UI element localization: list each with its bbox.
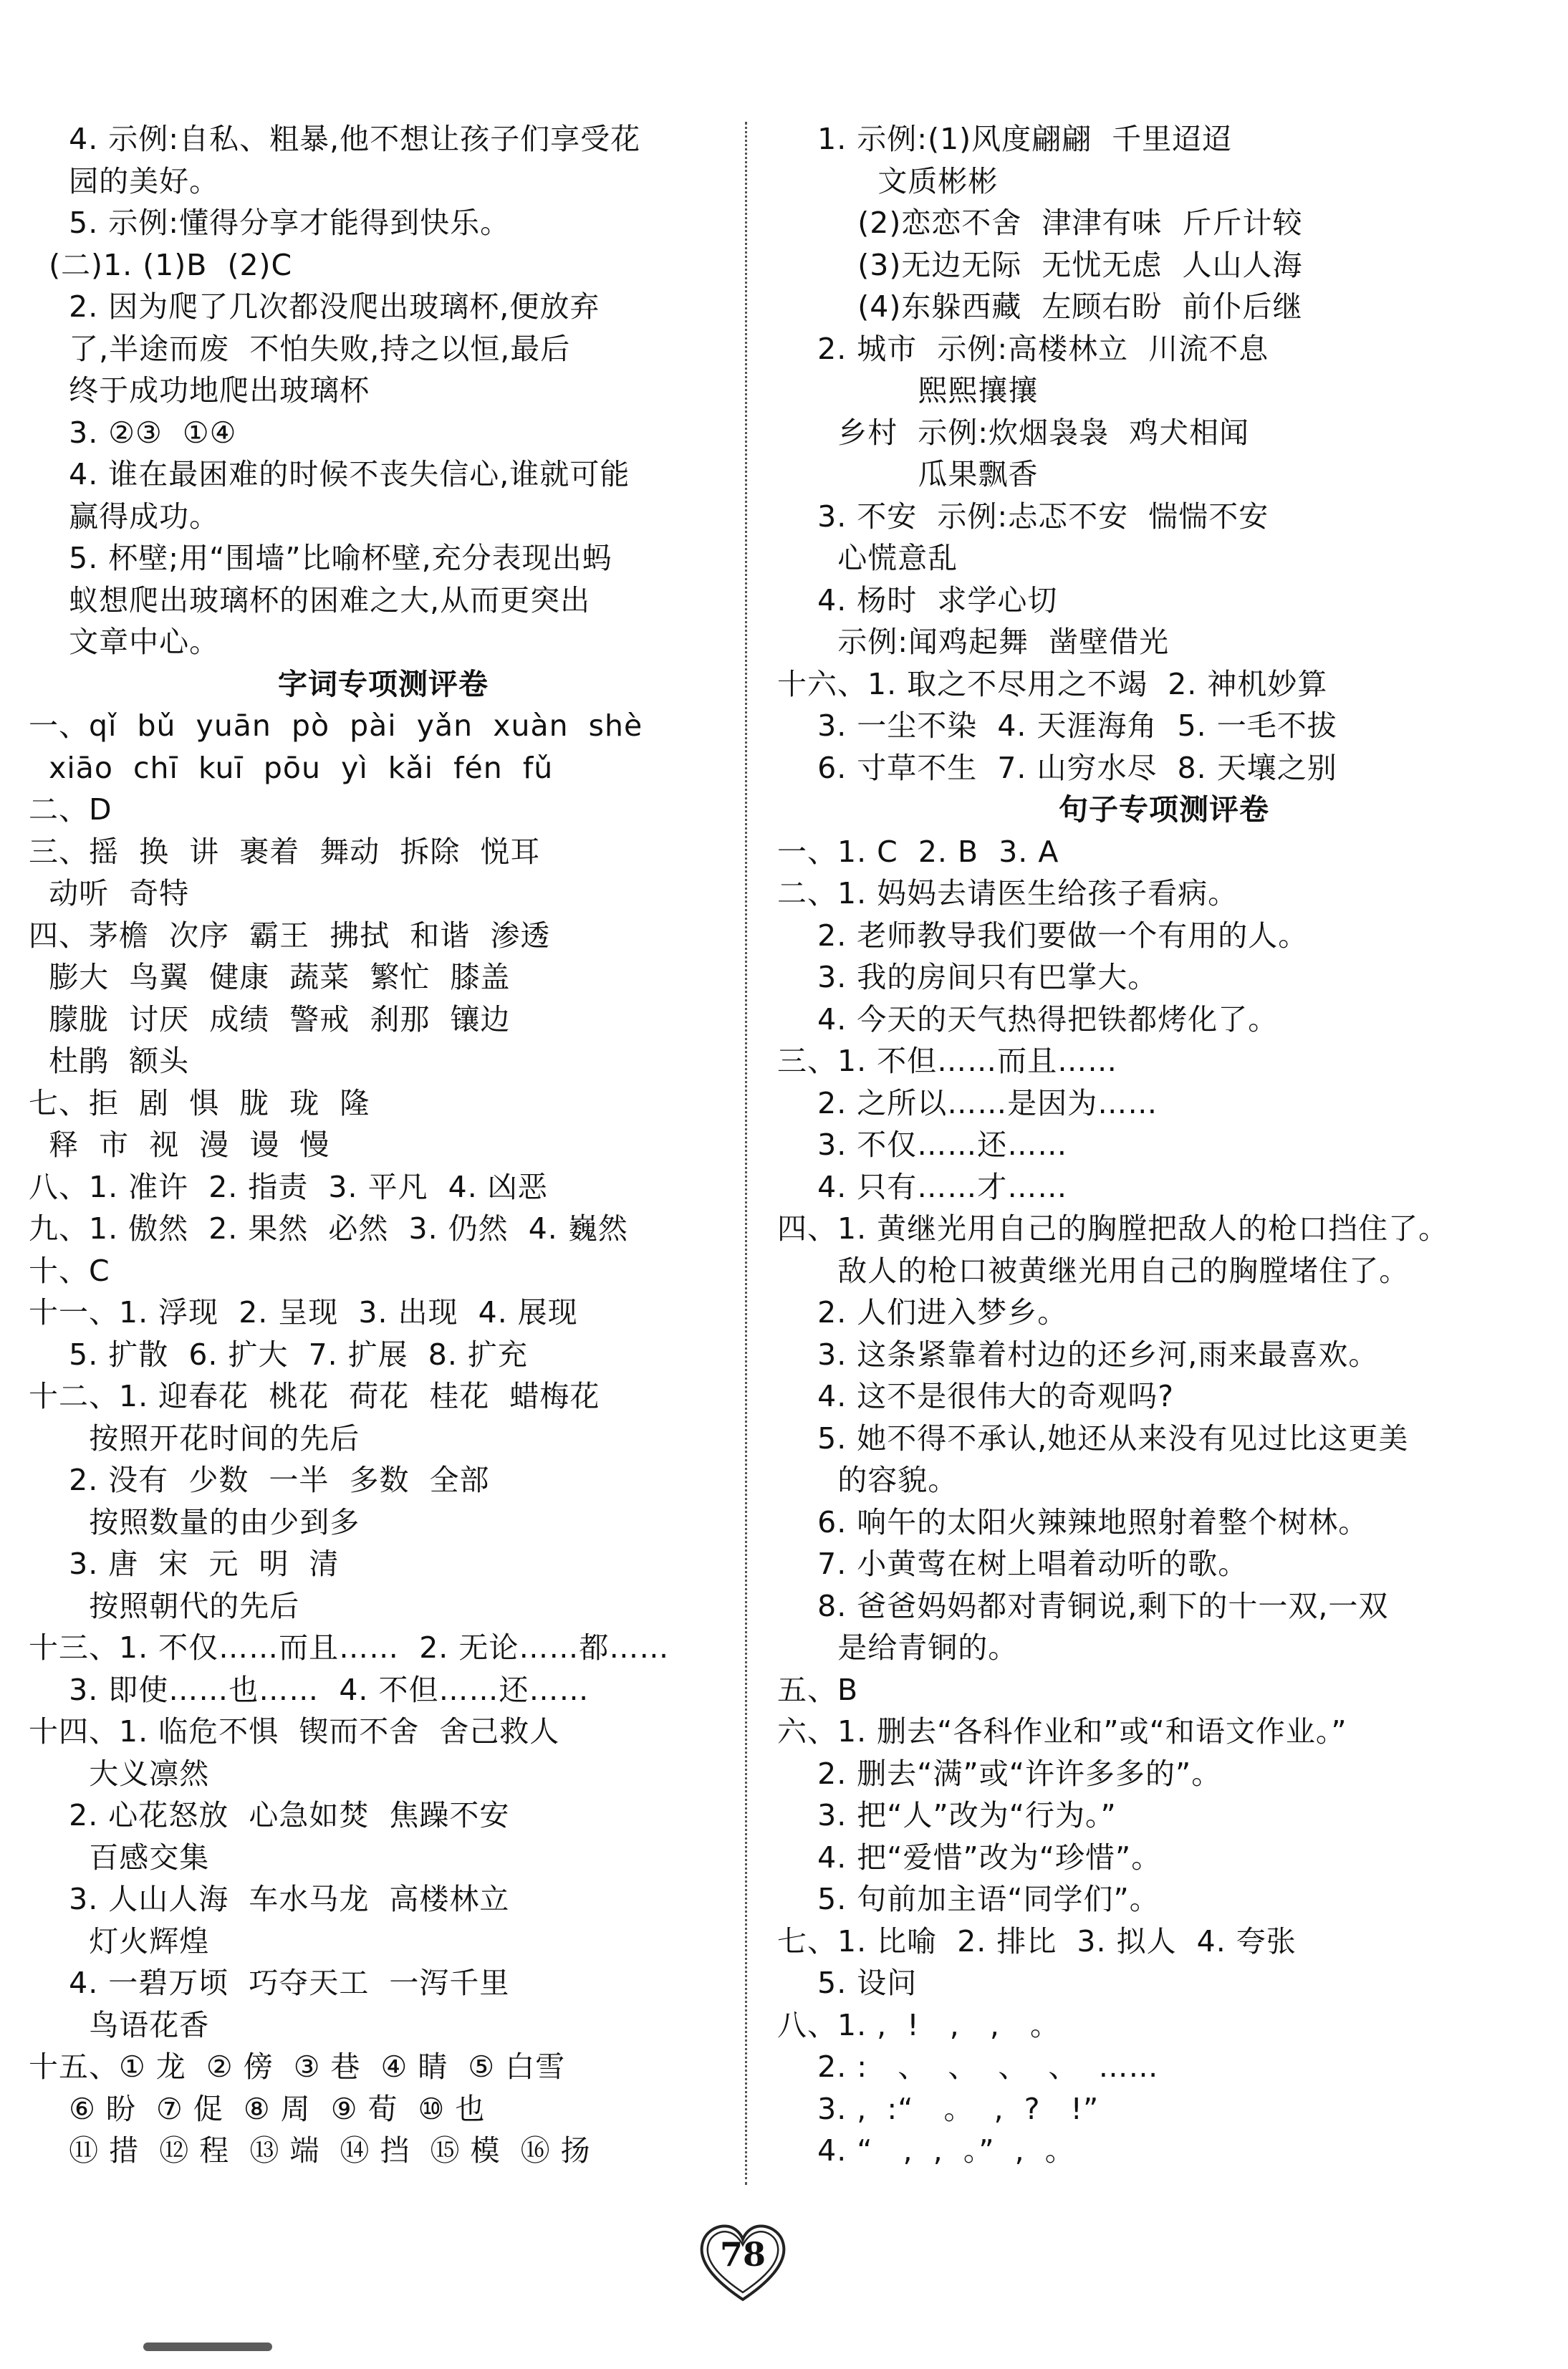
column-divider	[745, 122, 747, 2185]
answer-line: 3. 把“人”改为“行为。”	[777, 1798, 1117, 1832]
answer-line: 四、茅檐 次序 霸王 拂拭 和谐 渗透	[29, 918, 551, 953]
answer-line: 5. 句前加主语“同学们”。	[777, 1882, 1160, 1916]
answer-line: 2. 人们进入梦乡。	[777, 1295, 1068, 1330]
answer-line: 终于成功地爬出玻璃杯	[29, 373, 370, 408]
answer-line: (3)无边无际 无忧无虑 人山人海	[777, 247, 1303, 282]
answer-line: 2. 删去“满”或“许许多多的”。	[777, 1756, 1222, 1791]
answer-line: 3. ②③ ①④	[29, 415, 237, 450]
answer-line: 2. 老师教导我们要做一个有用的人。	[777, 918, 1309, 953]
answer-line: 文质彬彬	[777, 163, 999, 198]
answer-line: 3. 不仅……还……	[777, 1128, 1068, 1162]
answer-line: 一、qǐ bǔ yuān pò pài yǎn xuàn shè	[29, 708, 643, 743]
answer-line: 2. 因为爬了几次都没爬出玻璃杯,便放弃	[29, 289, 600, 324]
answer-line: 释 市 视 漫 谩 慢	[29, 1128, 330, 1162]
answer-line: (2)恋恋不舍 津津有味 斤斤计较	[777, 206, 1303, 240]
answer-line: 4. 杨时 求学心切	[777, 582, 1058, 618]
answer-line: 7. 小黄莺在树上唱着动听的歌。	[777, 1547, 1249, 1581]
answer-line: 2. 心花怒放 心急如焚 焦躁不安	[29, 1798, 510, 1832]
answer-line: 十四、1. 临危不惧 锲而不舍 舍己救人	[29, 1714, 560, 1749]
answer-line: 2. 没有 少数 一半 多数 全部	[29, 1463, 490, 1497]
answer-line: 6. 寸草不生 7. 山穷水尽 8. 天壤之别	[777, 750, 1337, 785]
answer-line: 灯火辉煌	[29, 1923, 210, 1959]
answer-line: 6. 响午的太阳火辣辣地照射着整个树林。	[777, 1504, 1369, 1539]
answer-line: 十六、1. 取之不尽用之不竭 2. 神机妙算	[777, 666, 1328, 701]
answer-line: 按照朝代的先后	[29, 1588, 300, 1623]
answer-line: 5. 示例:懂得分享才能得到快乐。	[29, 206, 511, 240]
answer-line: 膨大 鸟翼 健康 蔬菜 繁忙 膝盖	[29, 960, 511, 994]
scan-smudge	[143, 2342, 272, 2351]
answer-line: ⑥ 盼 ⑦ 促 ⑧ 周 ⑨ 荀 ⑩ 也	[29, 2091, 486, 2126]
answer-line: xiāo chī kuī pōu yì kǎi fén fǔ	[29, 750, 554, 785]
answer-line: 5. 她不得不承认,她还从来没有见过比这更美	[777, 1421, 1409, 1456]
answer-line: 熙熙攘攘	[777, 373, 1039, 408]
answer-line: 2. 之所以……是因为……	[777, 1085, 1158, 1120]
answer-line: 赢得成功。	[29, 499, 220, 534]
answer-line: 瓜果飘香	[777, 457, 1039, 491]
answer-line: 3. 不安 示例:忐忑不安 惴惴不安	[777, 499, 1269, 534]
answer-line: 四、1. 黄继光用自己的胸膛把敌人的枪口挡住了。	[777, 1211, 1449, 1246]
right-column	[777, 118, 1551, 2172]
answer-line: 5. 扩散 6. 扩大 7. 扩展 8. 扩充	[29, 1337, 528, 1372]
answer-line: 三、摇 换 讲 裹着 舞动 拆除 悦耳	[29, 834, 541, 869]
answer-line: 二、1. 妈妈去请医生给孩子看病。	[777, 876, 1238, 910]
answer-line: ⑪ 措 ⑫ 程 ⑬ 端 ⑭ 挡 ⑮ 模 ⑯ 扬	[29, 2133, 591, 2168]
answer-line: 七、拒 剧 惧 胧 珑 隆	[29, 1085, 370, 1120]
answer-line: 朦胧 讨厌 成绩 警戒 刹那 镶边	[29, 1001, 511, 1037]
section-heading: 句子专项测评卷	[1059, 792, 1269, 827]
left-column	[29, 118, 738, 2172]
answer-line: 八、1. , ! , , 。	[777, 2007, 1061, 2042]
answer-line: 二、D	[29, 792, 112, 827]
answer-line: 十、C	[29, 1253, 110, 1288]
answer-line: 八、1. 准许 2. 指责 3. 平凡 4. 凶恶	[29, 1169, 548, 1204]
answer-line: 4. 这不是很伟大的奇观吗?	[777, 1379, 1175, 1413]
answer-line: 十二、1. 迎春花 桃花 荷花 桂花 蜡梅花	[29, 1379, 600, 1413]
answer-line: 2. 城市 示例:高楼林立 川流不息	[777, 331, 1269, 366]
answer-line: 4. 示例:自私、粗暴,他不想让孩子们享受花	[29, 122, 641, 156]
answer-line: 3. 一尘不染 4. 天涯海角 5. 一毛不拔	[777, 708, 1337, 743]
answer-line: 4. 只有……才……	[777, 1169, 1068, 1204]
answer-line: 园的美好。	[29, 163, 220, 198]
answer-line: 3. 唐 宋 元 明 清	[29, 1547, 340, 1581]
answer-line: 的容貌。	[777, 1463, 958, 1497]
answer-line: 3. 我的房间只有巴掌大。	[777, 960, 1158, 994]
answer-line: 1. 示例:(1)风度翩翩 千里迢迢	[777, 122, 1233, 156]
answer-line: 五、B	[777, 1672, 859, 1707]
answer-line: (4)东躲西藏 左顾右盼 前仆后继	[777, 289, 1303, 324]
answer-line: 杜鹃 额头	[29, 1044, 190, 1078]
page-number: 78	[719, 2235, 766, 2274]
answer-line: 动听 奇特	[29, 876, 190, 910]
answer-line: 鸟语花香	[29, 2007, 210, 2042]
answer-line: 了,半途而废 不怕失败,持之以恒,最后	[29, 331, 571, 366]
answer-line: 按照开花时间的先后	[29, 1421, 360, 1456]
answer-line: 十五、① 龙 ② 傍 ③ 巷 ④ 睛 ⑤ 白雪	[29, 2050, 566, 2084]
answer-line: 4. 一碧万顷 巧夺天工 一泻千里	[29, 1966, 510, 2000]
section-heading: 字词专项测评卷	[278, 666, 489, 701]
answer-line: 十一、1. 浮现 2. 呈现 3. 出现 4. 展现	[29, 1295, 578, 1330]
answer-line: 5. 杯壁;用“围墙”比喻杯壁,充分表现出蚂	[29, 541, 612, 575]
answer-line: 大义凛然	[29, 1756, 210, 1791]
answer-line: 蚁想爬出玻璃杯的困难之大,从而更突出	[29, 582, 591, 618]
answer-line: 敌人的枪口被黄继光用自己的胸膛堵住了。	[777, 1253, 1410, 1288]
answer-line: 3. 即使……也…… 4. 不但……还……	[29, 1672, 590, 1707]
answer-line: 十三、1. 不仅……而且…… 2. 无论……都……	[29, 1630, 670, 1665]
answer-line: 2. : 、 、 、 、 ……	[777, 2050, 1159, 2084]
answer-line: 文章中心。	[29, 625, 220, 659]
answer-line: 三、1. 不但……而且……	[777, 1044, 1118, 1078]
answer-line: 4. “ , , 。” , 。	[777, 2133, 1075, 2168]
answer-line: 乡村 示例:炊烟袅袅 鸡犬相闻	[777, 415, 1250, 450]
answer-line: 七、1. 比喻 2. 排比 3. 拟人 4. 夸张	[777, 1923, 1297, 1959]
answer-line: 4. 今天的天气热得把铁都烤化了。	[777, 1001, 1279, 1037]
answer-line: 3. , :“ 。 , ? !”	[777, 2091, 1100, 2126]
answer-line: 8. 爸爸妈妈都对青铜说,剩下的十一双,一双	[777, 1588, 1389, 1623]
answer-line: 5. 设问	[777, 1966, 918, 2000]
answer-line: 心慌意乱	[777, 541, 958, 575]
answer-line: 3. 人山人海 车水马龙 高楼林立	[29, 1882, 510, 1916]
answer-line: 百感交集	[29, 1840, 210, 1875]
answer-line: (二)1. (1)B (2)C	[29, 247, 293, 282]
answer-line: 六、1. 删去“各科作业和”或“和语文作业。”	[777, 1714, 1347, 1749]
answer-line: 按照数量的由少到多	[29, 1504, 360, 1539]
answer-line: 3. 这条紧靠着村边的还乡河,雨来最喜欢。	[777, 1337, 1379, 1372]
answer-line: 4. 谁在最困难的时候不丧失信心,谁就可能	[29, 457, 630, 491]
answer-line: 是给青铜的。	[777, 1630, 1019, 1665]
answer-line: 一、1. C 2. B 3. A	[777, 834, 1059, 869]
answer-line: 示例:闻鸡起舞 凿壁借光	[777, 625, 1170, 659]
answer-line: 九、1. 傲然 2. 果然 必然 3. 仍然 4. 巍然	[29, 1211, 628, 1246]
answer-line: 4. 把“爱惜”改为“珍惜”。	[777, 1840, 1162, 1875]
